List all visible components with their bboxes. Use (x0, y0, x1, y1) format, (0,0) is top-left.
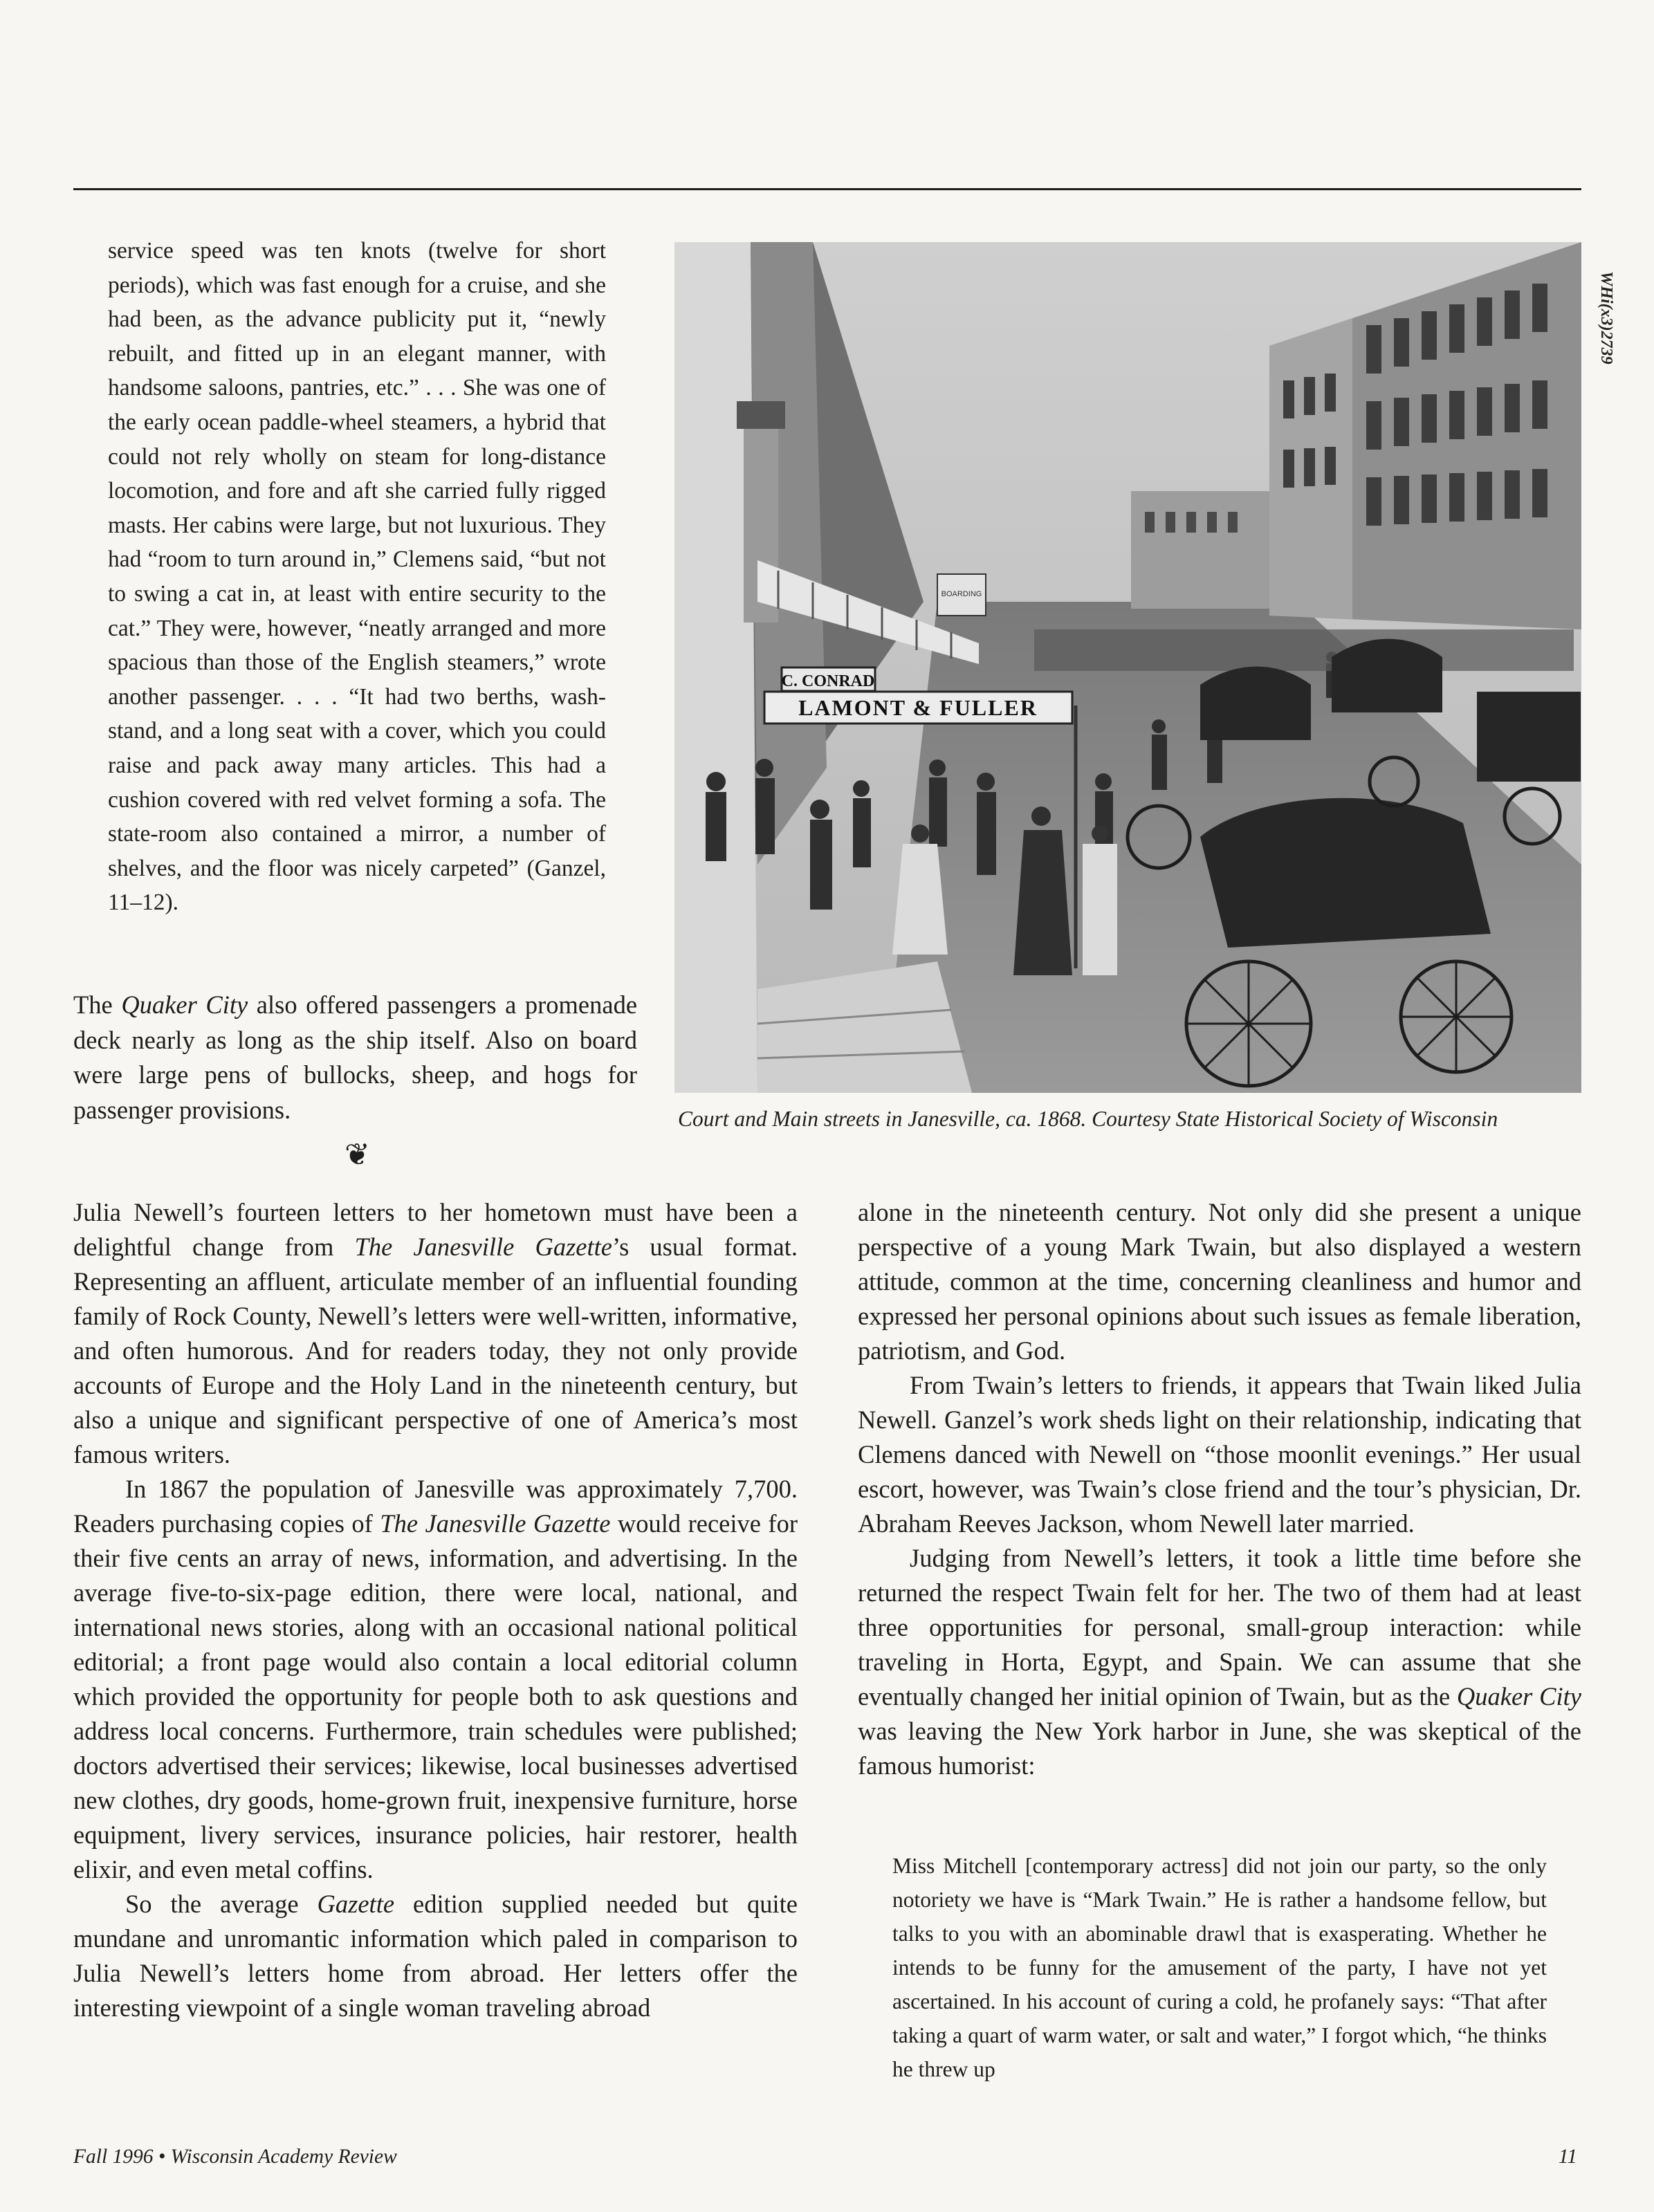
photo-credit: WHi(x3)2739 (1597, 271, 1615, 365)
text-run: edition supplied needed but quite mundane and unromantic information which paled in comparison to Julia Newell’s letters home from abroad. Her letters offer the interesting viewpoint of a single woman traveling abroad (73, 1890, 798, 2022)
ship-name: Quaker City (121, 990, 248, 1019)
street-scene-illustration (674, 242, 1581, 1093)
left-column (73, 1195, 798, 2025)
text-run: Julia Newell’s fourteen letters to her hometown must have been a delightful change from (73, 1198, 798, 1261)
text-run: was leaving the New York harbor in June, she was skeptical of the famous humorist: (858, 1717, 1581, 1780)
text-run: ’s usual format. Representing an affluent, articulate member of an influential founding family of Rock County, Newell’s letters were well-written, informative, and often humorous. And for readers today, they not only provide accounts of Europe and the Holy Land in the nineteenth century, but also a unique and significant perspective of one of America’s most famous writers. (73, 1233, 798, 1468)
page-number: 11 (1558, 2146, 1577, 2168)
quote-text: Miss Mitchell [contemporary actress] did not join our party, so the only notoriety we have is “Mark Twain.” He is rather a handsome fellow, but talks to you with an abominable drawl that is exasperating. Whether he intends to be funny for the amusement of the party, I have not yet ascertained. In his account of curing a cold, he profanely says: “That after taking a quart of warm water, or salt and water,” I forgot which, “he thinks he threw up (892, 1854, 1547, 2081)
janesville-street-photo (674, 242, 1581, 1093)
newell-letter-quote (892, 1849, 1547, 2086)
newspaper-title: Gazette (317, 1890, 395, 1918)
paragraph (73, 1472, 798, 1887)
right-column (858, 1195, 1581, 1783)
text-run: The (73, 990, 122, 1019)
quaker-city-text (73, 988, 637, 1127)
photo-caption: Court and Main streets in Janesville, ca. 1868. Courtesy State Historical Society of Wisconsin (678, 1107, 1498, 1131)
quaker-city-paragraph (73, 988, 637, 1127)
top-rule (73, 188, 1581, 190)
footer-issue: Fall 1996 • Wisconsin Academy Review (73, 2146, 397, 2168)
paragraph: alone in the nineteenth century. Not only did she present a unique perspective of a young Mark Twain, but also displayed a western attitude, common at the time, concerning cleanliness and humor and expressed her personal opinions about such issues as female liberation, patriotism, and God. (858, 1198, 1581, 1365)
text-run: would receive for their five cents an array of news, information, and advertising. In the average five-to-six-page edition, there were local, national, and international news stories, along with an occasional national political editorial; a front page would also contain a local editorial column which provided the opportunity for people both to ask questions and address local concerns. Furthermore, train schedules were published; doctors advertised their services; likewise, local businesses advertised new clothes, dry goods, home-grown fruit, inexpensive furniture, horse equipment, livery services, insurance policies, hair restorer, health elixir, and even metal coffins. (73, 1509, 798, 1883)
text-run: So the average (125, 1890, 318, 1918)
paragraph (73, 1195, 798, 1472)
text-run: also offered passengers a promenade deck nearly as long as the ship itself. Also on board were large pens of bullocks, sheep, and hogs for passenger provisions. (73, 990, 638, 1124)
paragraph (73, 1887, 798, 2025)
newspaper-title: The Janesville Gazette (380, 1509, 611, 1538)
ship-name: Quaker City (1456, 1682, 1581, 1711)
top-quote-text: service speed was ten knots (twelve for short periods), which was fast enough for a cruise, and she had been, as the advance publicity put it, “newly rebuilt, and fitted up in an elegant manner, with handsome saloons, pantries, etc.” . . . She was one of the early ocean paddle-wheel steamers, a hybrid that could not rely wholly on steam for long-distance locomotion, and fore and aft she carried fully rigged masts. Her cabins were large, but not luxurious. They had “room to turn around in,” Clemens said, “but not to swing a cat in, at least with entire security to the cat.” They were, however, “neatly arranged and more spacious than those of the English steamers,” wrote another passenger. . . . “It had two berths, wash-stand, and a long seat with a cover, which you could raise and pack away many articles. This had a cushion covered with red velvet forming a sofa. The state-room also contained a mirror, a number of shelves, and the floor was nicely carpeted” (Ganzel, 11–12). (108, 238, 606, 916)
newspaper-title: The Janesville Gazette (354, 1233, 612, 1261)
top-block-quote (108, 234, 606, 920)
sign-lamont-fuller: LAMONT & FULLER (798, 695, 1038, 720)
sign-boarding: BOARDING (941, 590, 982, 598)
text-run: Judging from Newell’s letters, it took a little time before she returned the respect Twain felt for her. The two of them had at least three opportunities for personal, small-group interaction: while traveling in Horta, Egypt, and Spain. We can assume that she eventually changed her initial opinion of Twain, but as the (858, 1544, 1581, 1711)
paragraph (858, 1541, 1581, 1783)
sign-conrad: C. CONRAD (781, 672, 875, 690)
section-ornament: ❦ (344, 1138, 370, 1172)
paragraph: From Twain’s letters to friends, it appears that Twain liked Julia Newell. Ganzel’s work sheds light on their relationship, indicating that Clemens danced with Newell on “those moonlit evenings.” Her usual escort, however, was Twain’s close friend and the tour’s physician, Dr. Abraham Reeves Jackson, whom Newell later married. (858, 1371, 1581, 1538)
text-run: In 1867 the population of Janesville was approximately 7,700. Readers purchasing copies of (73, 1475, 798, 1538)
